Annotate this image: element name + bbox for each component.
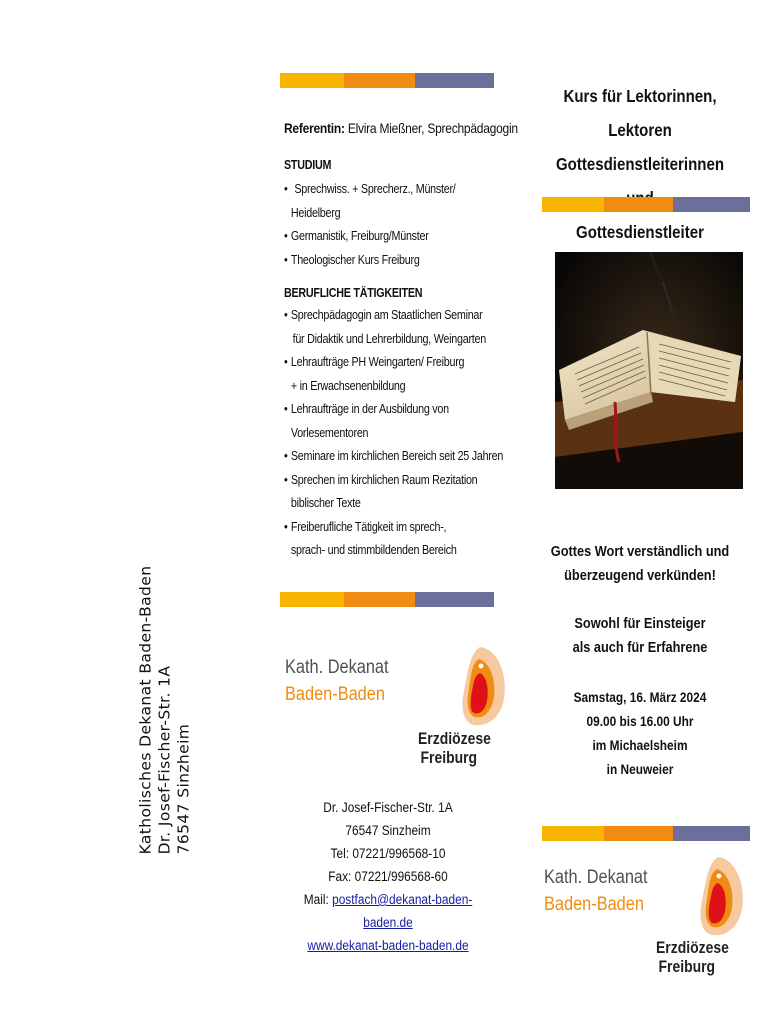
audience-text: Sowohl für Einsteiger als auch für Erfahrene — [572, 616, 708, 656]
dekanat-name: Kath. Dekanat Baden-Baden — [285, 657, 389, 705]
beruf-section — [284, 284, 508, 563]
list-item: • Sprechen im kirchlichen Raum Rezitation biblischer Texte — [284, 469, 508, 516]
event-town: in Neuweier — [606, 762, 674, 777]
stripe-right-bottom — [542, 826, 750, 841]
contact-block — [270, 796, 506, 957]
claim-text: Gottes Wort verständlich und überzeugend verkünden! — [550, 544, 730, 584]
contact-street: Dr. Josef-Fischer-Str. 1A — [323, 800, 453, 815]
beruf-heading: BERUFLICHE TÄTIGKEITEN — [284, 286, 423, 300]
bullet-icon: • — [284, 449, 288, 463]
bullet-icon: • — [284, 355, 288, 369]
list-item: • Theologischer Kurs Freiburg — [284, 249, 508, 273]
bullet-icon: • — [284, 182, 288, 196]
stripe-middle-lower — [280, 592, 494, 607]
email-link[interactable]: postfach@dekanat-baden-baden.de — [332, 892, 473, 930]
stripe-right-top — [542, 197, 750, 212]
studium-heading: STUDIUM — [284, 158, 332, 172]
dekanat-name-right: Kath. Dekanat Baden-Baden — [544, 867, 648, 915]
course-title: Kurs für Lektorinnen, Lektoren Gottesdienstleiterinnen Gottesdienstleiter — [555, 86, 725, 242]
list-item: • Lehraufträge in der Ausbildung von Vorlesementoren — [284, 398, 508, 445]
bullet-icon: • — [284, 472, 288, 487]
address-line-street: Dr. Josef-Fischer-Str. 1A — [155, 665, 174, 855]
contact-city: 76547 Sinzheim — [345, 823, 431, 838]
referent-label: Referentin: — [284, 120, 345, 136]
address-line-org: Katholisches Dekanat Baden-Baden — [136, 565, 155, 855]
bullet-icon: • — [284, 252, 288, 267]
contact-web-row — [284, 934, 492, 957]
event-time: 09.00 bis 16.00 Uhr — [586, 714, 694, 729]
studium-section — [284, 156, 508, 272]
erzdioezese-freiburg-logo-mark-right — [696, 855, 746, 939]
referent-name: Elvira Mießner, Sprechpädagogin — [347, 120, 518, 136]
erzdioezese-wordmark-right: Erzdiözese Freiburg — [656, 938, 729, 976]
list-item: • Seminare im kirchlichen Bereich seit 25 Jahren — [284, 445, 508, 469]
event-venue: im Michaelsheim — [592, 738, 688, 753]
top-stripe-middle — [280, 73, 494, 88]
erzdioezese-wordmark: Erzdiözese Freiburg — [418, 729, 491, 767]
list-item: • Sprechwiss. + Sprecherz., Münster/ Heidelberg — [284, 178, 508, 225]
bullet-icon: • — [284, 308, 288, 322]
event-details — [552, 686, 728, 782]
list-item: • Sprechpädagogin am Staatlichen Seminar für Didaktik und Lehrerbildung, Weingarten — [284, 304, 508, 351]
bullet-icon: • — [284, 519, 288, 534]
contact-tel: Tel: 07221/996568-10 — [330, 846, 446, 861]
event-date: Samstag, 16. März 2024 — [573, 690, 707, 705]
list-item: • Lehraufträge PH Weingarten/ Freiburg + in Erwachsenenbildung — [284, 351, 508, 398]
erzdioezese-freiburg-logo-mark — [458, 645, 508, 729]
referent-line — [284, 120, 518, 136]
website-link[interactable]: www.dekanat-baden-baden.de — [307, 938, 469, 953]
contact-mail-label: Mail: — [303, 892, 333, 907]
bullet-icon: • — [284, 402, 288, 416]
list-item: • Freiberufliche Tätigkeit im sprech-, sprach- und stimmbildenden Bereich — [284, 516, 508, 563]
list-item: • Germanistik, Freiburg/Münster — [284, 225, 508, 249]
bullet-icon: • — [284, 229, 288, 243]
contact-mail-row — [284, 888, 492, 934]
open-book-photo — [555, 252, 743, 489]
mailing-address — [137, 566, 194, 855]
contact-fax: Fax: 07221/996568-60 — [328, 869, 448, 884]
address-line-city: 76547 Sinzheim — [174, 723, 193, 855]
